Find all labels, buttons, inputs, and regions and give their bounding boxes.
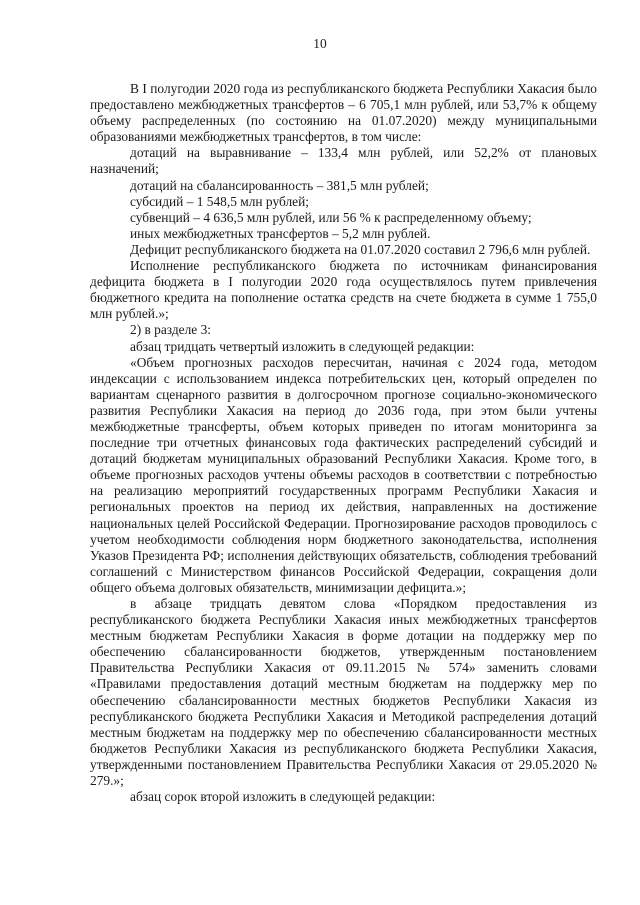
document-body [90,81,597,805]
body-paragraph: Дефицит республиканского бюджета на 01.07.2020 составил 2 796,6 млн рублей. [130,241,591,257]
body-paragraph: абзац сорок второй изложить в следующей редакции: [130,789,436,805]
body-paragraph: абзац тридцать четвертый изложить в следующей редакции: [130,338,475,354]
body-paragraph: дотаций на выравнивание – 133,4 млн рублей, или 52,2% от плановых назначений; [90,145,597,177]
body-paragraph: «Объем прогнозных расходов пересчитан, начиная с 2024 года, методом индексации с использованием индекса потребительских цен, который определен по вариантам сценарного развития в долгосрочном прогнозе социально-экономического развития Республики Хакасия на период до 2036 года, при этом были учтены межбюджетные трансферты, объем которых приведен по итогам мониторинга за последние три отчетных финансовых года фактических распределений субсидий и дотаций бюджетам муниципальных образований Республики Хакасия. Кроме того, в объеме прогнозных расходов учтены объемы расходов в соответствии с потребностью на реализацию мероприятий государственных программ Республики Хакасия и региональных проектов на период их действия, направленных на достижение национальных целей Российской Федерации. Прогнозирование расходов проводилось с учетом необходимости соблюдения норм бюджетного законодательства, исполнения Указов Президента РФ; исполнения действующих обязательств, соблюдения требований соглашений с Министерством финансов Российской Федерации, сокращения доли общего объема долговых обязательств, минимизации дефицита.»; [90,354,597,595]
body-paragraph: 2) в разделе 3: [130,322,212,338]
body-paragraph: Исполнение республиканского бюджета по источникам финансирования дефицита бюджета в I полугодии 2020 года осуществлялось путем привлечения бюджетного кредита на пополнение остатка средств на счете бюджета в сумме 1 755,0 млн рублей.»; [90,258,597,322]
body-paragraph: субсидий – 1 548,5 млн рублей; [130,193,309,209]
body-paragraph: в абзаце тридцать девятом слова «Порядком предоставления из республиканского бюджета Республики Хакасия иных межбюджетных трансфертов местным бюджетам Республики Хакасия в форме дотации на поддержку мер по обеспечению сбалансированности бюджетов, утвержденным постановлением Правительства Республики Хакасия от 09.11.2015 № 574» заменить словами «Правилами предоставления дотаций местным бюджетам на поддержку мер по обеспечению сбалансированности местных бюджетов Республики Хакасия из республиканского бюджета Республики Хакасия и Методикой распределения дотаций местным бюджетам на поддержку мер по обеспечению сбалансированности местных бюджетов Республики Хакасия из республиканского бюджета Республики Хакасия, утвержденными постановлением Правительства Республики Хакасия от 29.05.2020 № 279.»; [90,596,597,789]
body-paragraph: иных межбюджетных трансфертов – 5,2 млн рублей. [130,225,431,241]
page-number: 10 [313,36,327,51]
body-paragraph: субвенций – 4 636,5 млн рублей, или 56 % к распределенному объему; [130,209,532,225]
body-paragraph: дотаций на сбалансированность – 381,5 млн рублей; [130,177,429,193]
body-paragraph: В I полугодии 2020 года из республиканского бюджета Республики Хакасия было предоставлено межбюджетных трансфертов – 6 705,1 млн рублей, или 53,7% к общему объему распределенных (по состоянию на 01.07.2020) между муниципальными образованиями межбюджетных трансфертов, в том числе: [90,81,597,145]
